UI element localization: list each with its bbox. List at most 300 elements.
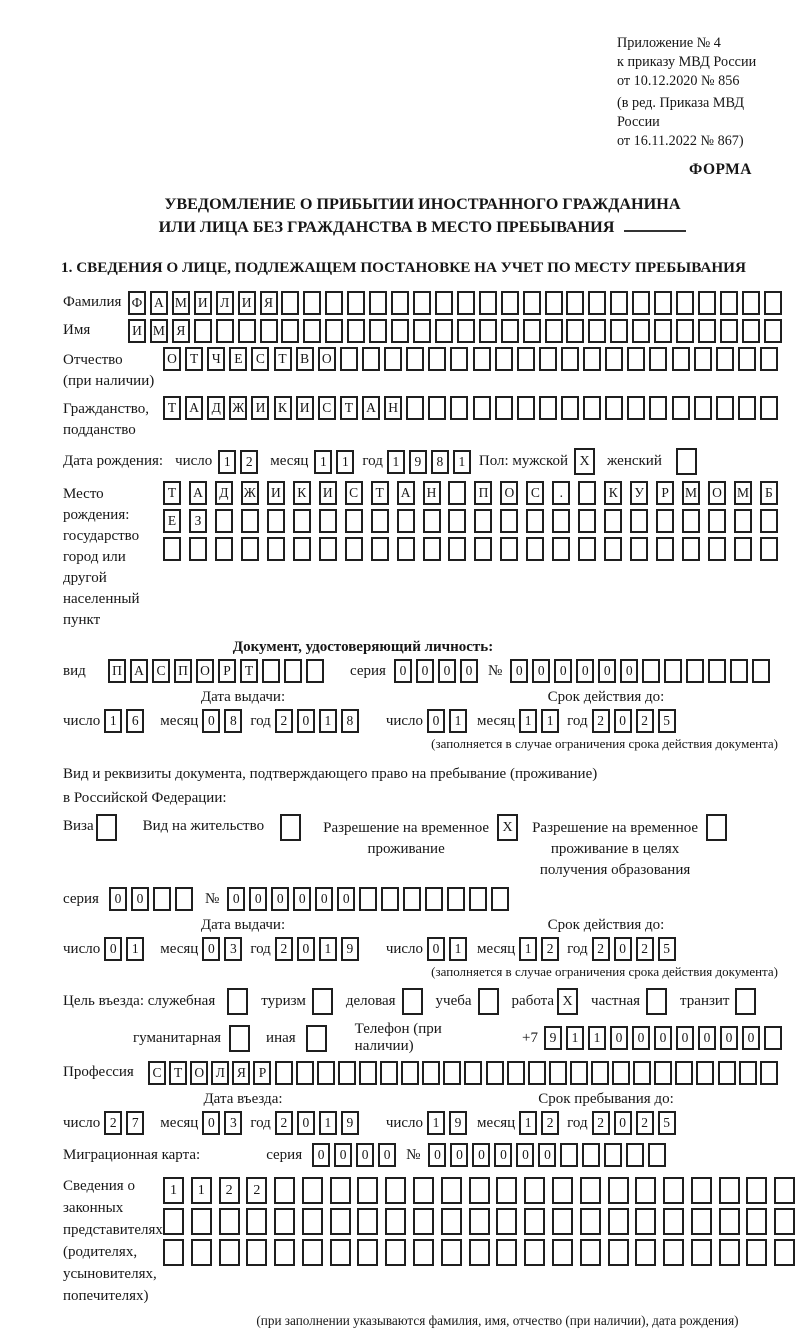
form-cell[interactable] — [698, 319, 716, 343]
form-cell[interactable] — [274, 1239, 295, 1266]
form-cell[interactable] — [682, 509, 700, 533]
form-cell[interactable] — [578, 509, 596, 533]
form-cell[interactable] — [330, 1177, 351, 1204]
form-cell[interactable] — [345, 537, 363, 561]
form-cell[interactable] — [635, 1239, 656, 1266]
form-cell[interactable] — [402, 988, 423, 1015]
form-cell[interactable] — [501, 319, 519, 343]
form-cell[interactable] — [526, 509, 544, 533]
form-cell[interactable] — [642, 659, 660, 683]
form-cell[interactable] — [561, 396, 579, 420]
form-cell[interactable] — [646, 988, 667, 1015]
form-cell[interactable] — [274, 1177, 295, 1204]
form-cell[interactable]: 0 — [109, 887, 127, 911]
form-cell[interactable] — [238, 319, 256, 343]
form-cell[interactable] — [654, 1061, 672, 1085]
form-cell[interactable] — [422, 1061, 440, 1085]
form-cell[interactable]: 5 — [658, 937, 676, 961]
form-cell[interactable] — [347, 291, 365, 315]
form-cell[interactable]: 0 — [510, 659, 528, 683]
form-cell[interactable]: С — [148, 1061, 166, 1085]
form-cell[interactable]: Т — [240, 659, 258, 683]
form-cell[interactable]: 0 — [337, 887, 355, 911]
form-cell[interactable] — [413, 1239, 434, 1266]
form-cell[interactable]: 1 — [314, 450, 332, 474]
form-cell[interactable] — [281, 291, 299, 315]
form-cell[interactable]: К — [293, 481, 311, 505]
form-cell[interactable]: 2 — [592, 1111, 610, 1135]
form-cell[interactable] — [507, 1061, 525, 1085]
form-cell[interactable] — [425, 887, 443, 911]
form-cell[interactable] — [764, 291, 782, 315]
form-cell[interactable]: 2 — [592, 709, 610, 733]
form-cell[interactable]: Е — [229, 347, 247, 371]
form-cell[interactable] — [215, 509, 233, 533]
form-cell[interactable]: 0 — [427, 709, 445, 733]
form-cell[interactable] — [604, 537, 622, 561]
form-cell[interactable]: В — [296, 347, 314, 371]
form-cell[interactable]: 0 — [312, 1143, 330, 1167]
form-cell[interactable]: 0 — [614, 709, 632, 733]
form-cell[interactable]: С — [345, 481, 363, 505]
form-cell[interactable] — [448, 481, 466, 505]
form-cell[interactable] — [591, 1061, 609, 1085]
form-cell[interactable]: 0 — [632, 1026, 650, 1050]
form-cell[interactable]: С — [251, 347, 269, 371]
form-cell[interactable] — [406, 347, 424, 371]
form-cell[interactable]: 0 — [516, 1143, 534, 1167]
form-cell[interactable] — [735, 988, 756, 1015]
form-cell[interactable]: 1 — [453, 450, 471, 474]
form-cell[interactable] — [330, 1208, 351, 1235]
form-cell[interactable]: А — [185, 396, 203, 420]
form-cell[interactable]: О — [190, 1061, 208, 1085]
form-cell[interactable] — [441, 1239, 462, 1266]
form-cell[interactable]: 0 — [450, 1143, 468, 1167]
form-cell[interactable] — [676, 291, 694, 315]
form-cell[interactable] — [340, 347, 358, 371]
form-cell[interactable] — [384, 347, 402, 371]
form-cell[interactable] — [423, 537, 441, 561]
form-cell[interactable] — [500, 537, 518, 561]
form-cell[interactable] — [486, 1061, 504, 1085]
form-cell[interactable] — [760, 1061, 778, 1085]
form-cell[interactable]: Т — [163, 481, 181, 505]
form-cell[interactable]: Т — [371, 481, 389, 505]
form-cell[interactable]: 0 — [494, 1143, 512, 1167]
form-cell[interactable]: 1 — [319, 709, 337, 733]
form-cell[interactable] — [566, 291, 584, 315]
form-cell[interactable]: 1 — [519, 709, 537, 733]
form-cell[interactable] — [302, 1239, 323, 1266]
form-cell[interactable] — [229, 1025, 250, 1052]
form-cell[interactable]: 1 — [541, 709, 559, 733]
form-cell[interactable]: 0 — [427, 937, 445, 961]
form-cell[interactable] — [215, 537, 233, 561]
form-cell[interactable]: У — [630, 481, 648, 505]
form-cell[interactable] — [478, 988, 499, 1015]
form-cell[interactable] — [496, 1177, 517, 1204]
form-cell[interactable]: 0 — [614, 1111, 632, 1135]
form-cell[interactable] — [401, 1061, 419, 1085]
form-cell[interactable]: 0 — [532, 659, 550, 683]
form-cell[interactable] — [163, 537, 181, 561]
form-cell[interactable] — [774, 1239, 795, 1266]
form-cell[interactable] — [371, 509, 389, 533]
form-cell[interactable] — [262, 659, 280, 683]
form-cell[interactable] — [604, 1143, 622, 1167]
form-cell[interactable] — [469, 1177, 490, 1204]
form-cell[interactable]: Л — [216, 291, 234, 315]
form-cell[interactable] — [391, 291, 409, 315]
form-cell[interactable] — [450, 396, 468, 420]
form-cell[interactable] — [474, 509, 492, 533]
form-cell[interactable] — [194, 319, 212, 343]
form-cell[interactable]: О — [163, 347, 181, 371]
form-cell[interactable] — [267, 537, 285, 561]
form-cell[interactable] — [742, 291, 760, 315]
form-cell[interactable] — [539, 347, 557, 371]
form-cell[interactable] — [479, 291, 497, 315]
form-cell[interactable]: Р — [656, 481, 674, 505]
form-cell[interactable] — [347, 319, 365, 343]
form-cell[interactable] — [479, 319, 497, 343]
form-cell[interactable]: Р — [253, 1061, 271, 1085]
form-cell[interactable] — [694, 396, 712, 420]
form-cell[interactable]: 1 — [163, 1177, 184, 1204]
form-cell[interactable] — [524, 1177, 545, 1204]
form-cell[interactable]: Л — [211, 1061, 229, 1085]
form-cell[interactable]: И — [238, 291, 256, 315]
form-cell[interactable]: К — [274, 396, 292, 420]
form-cell[interactable]: Р — [218, 659, 236, 683]
form-cell[interactable]: Ч — [207, 347, 225, 371]
form-cell[interactable] — [627, 347, 645, 371]
form-cell[interactable] — [357, 1208, 378, 1235]
form-cell[interactable] — [469, 887, 487, 911]
form-cell[interactable]: 2 — [219, 1177, 240, 1204]
form-cell[interactable] — [686, 659, 704, 683]
form-cell[interactable] — [219, 1208, 240, 1235]
form-cell[interactable]: 9 — [409, 450, 427, 474]
form-cell[interactable] — [552, 537, 570, 561]
form-cell[interactable] — [357, 1239, 378, 1266]
form-cell[interactable] — [447, 887, 465, 911]
form-cell[interactable] — [708, 537, 726, 561]
form-cell[interactable] — [496, 1239, 517, 1266]
form-cell[interactable] — [664, 659, 682, 683]
form-cell[interactable]: 0 — [104, 937, 122, 961]
form-cell[interactable]: С — [318, 396, 336, 420]
form-cell[interactable]: 1 — [319, 937, 337, 961]
form-cell[interactable]: И — [128, 319, 146, 343]
form-cell[interactable]: 0 — [131, 887, 149, 911]
form-cell[interactable]: 0 — [742, 1026, 760, 1050]
form-cell[interactable]: А — [150, 291, 168, 315]
form-cell[interactable] — [648, 1143, 666, 1167]
form-cell[interactable]: И — [267, 481, 285, 505]
form-cell[interactable] — [473, 396, 491, 420]
form-cell[interactable] — [578, 481, 596, 505]
form-cell[interactable] — [656, 537, 674, 561]
form-cell[interactable] — [764, 319, 782, 343]
form-cell[interactable] — [608, 1177, 629, 1204]
form-cell[interactable]: 5 — [658, 709, 676, 733]
form-cell[interactable]: 0 — [554, 659, 572, 683]
form-cell[interactable] — [163, 1239, 184, 1266]
form-cell[interactable]: 1 — [387, 450, 405, 474]
form-cell[interactable]: 1 — [104, 709, 122, 733]
form-cell[interactable] — [552, 1177, 573, 1204]
form-cell[interactable]: 0 — [416, 659, 434, 683]
form-cell[interactable] — [708, 509, 726, 533]
form-cell[interactable]: 0 — [676, 1026, 694, 1050]
form-cell[interactable] — [371, 537, 389, 561]
form-cell[interactable] — [469, 1239, 490, 1266]
form-cell[interactable] — [423, 509, 441, 533]
form-cell[interactable]: 0 — [293, 887, 311, 911]
form-cell[interactable]: 3 — [224, 937, 242, 961]
form-cell[interactable] — [539, 396, 557, 420]
form-cell[interactable] — [605, 396, 623, 420]
form-cell[interactable]: 2 — [104, 1111, 122, 1135]
form-cell[interactable]: 2 — [275, 709, 293, 733]
form-cell[interactable]: 0 — [315, 887, 333, 911]
form-cell[interactable] — [738, 396, 756, 420]
form-cell[interactable] — [675, 1061, 693, 1085]
form-cell[interactable] — [435, 319, 453, 343]
form-cell[interactable] — [676, 319, 694, 343]
form-cell[interactable]: Н — [423, 481, 441, 505]
form-cell[interactable] — [582, 1143, 600, 1167]
form-cell[interactable]: А — [397, 481, 415, 505]
form-cell[interactable] — [302, 1208, 323, 1235]
form-cell[interactable] — [545, 291, 563, 315]
form-cell[interactable] — [570, 1061, 588, 1085]
form-cell[interactable] — [730, 659, 748, 683]
form-cell[interactable] — [491, 887, 509, 911]
form-cell[interactable] — [720, 319, 738, 343]
form-cell[interactable]: 0 — [356, 1143, 374, 1167]
form-cell[interactable] — [496, 1208, 517, 1235]
form-cell[interactable]: А — [130, 659, 148, 683]
form-cell[interactable]: 5 — [658, 1111, 676, 1135]
form-cell[interactable]: 0 — [610, 1026, 628, 1050]
form-cell[interactable] — [764, 1026, 782, 1050]
form-cell[interactable] — [760, 509, 778, 533]
form-cell[interactable]: Ф — [128, 291, 146, 315]
form-cell[interactable]: 1 — [519, 937, 537, 961]
form-cell[interactable] — [391, 319, 409, 343]
form-cell[interactable] — [397, 537, 415, 561]
form-cell[interactable] — [588, 291, 606, 315]
form-cell[interactable] — [413, 1208, 434, 1235]
form-cell[interactable]: 7 — [126, 1111, 144, 1135]
form-cell[interactable] — [626, 1143, 644, 1167]
form-cell[interactable] — [413, 319, 431, 343]
form-cell[interactable]: 0 — [334, 1143, 352, 1167]
form-cell[interactable]: 1 — [519, 1111, 537, 1135]
form-cell[interactable] — [175, 887, 193, 911]
form-cell[interactable]: 0 — [620, 659, 638, 683]
form-cell[interactable]: Т — [340, 396, 358, 420]
form-cell[interactable]: Т — [169, 1061, 187, 1085]
form-cell[interactable]: 2 — [636, 937, 654, 961]
form-cell[interactable]: Я — [260, 291, 278, 315]
form-cell[interactable] — [303, 319, 321, 343]
form-cell[interactable]: С — [526, 481, 544, 505]
form-cell[interactable] — [719, 1239, 740, 1266]
form-cell[interactable] — [691, 1239, 712, 1266]
form-cell[interactable]: 1 — [126, 937, 144, 961]
form-cell[interactable] — [441, 1177, 462, 1204]
form-cell[interactable] — [656, 509, 674, 533]
form-cell[interactable] — [495, 347, 513, 371]
form-cell[interactable] — [524, 1239, 545, 1266]
form-cell[interactable] — [649, 347, 667, 371]
form-cell[interactable]: 0 — [249, 887, 267, 911]
form-cell[interactable] — [303, 291, 321, 315]
form-cell[interactable]: А — [362, 396, 380, 420]
form-cell[interactable] — [191, 1208, 212, 1235]
form-cell[interactable] — [774, 1208, 795, 1235]
form-cell[interactable]: 0 — [720, 1026, 738, 1050]
form-cell[interactable] — [312, 988, 333, 1015]
form-cell[interactable] — [428, 347, 446, 371]
form-cell[interactable] — [608, 1208, 629, 1235]
form-cell[interactable] — [500, 509, 518, 533]
form-cell[interactable]: 8 — [341, 709, 359, 733]
form-cell[interactable] — [760, 347, 778, 371]
form-cell[interactable]: 3 — [224, 1111, 242, 1135]
form-cell[interactable]: С — [152, 659, 170, 683]
form-cell[interactable] — [691, 1208, 712, 1235]
form-cell[interactable]: 0 — [428, 1143, 446, 1167]
form-cell[interactable]: Н — [384, 396, 402, 420]
form-cell[interactable] — [552, 1208, 573, 1235]
form-cell[interactable] — [246, 1239, 267, 1266]
form-cell[interactable] — [385, 1177, 406, 1204]
form-cell[interactable] — [385, 1239, 406, 1266]
form-cell[interactable] — [448, 537, 466, 561]
form-cell[interactable] — [708, 659, 726, 683]
form-cell[interactable] — [362, 347, 380, 371]
form-cell[interactable] — [441, 1208, 462, 1235]
form-cell[interactable] — [739, 1061, 757, 1085]
form-cell[interactable]: 9 — [341, 1111, 359, 1135]
form-cell[interactable] — [608, 1239, 629, 1266]
form-cell[interactable] — [633, 1061, 651, 1085]
form-cell[interactable] — [359, 887, 377, 911]
form-cell[interactable] — [682, 537, 700, 561]
form-cell[interactable]: Т — [163, 396, 181, 420]
form-cell[interactable] — [428, 396, 446, 420]
form-cell[interactable] — [495, 396, 513, 420]
form-cell[interactable]: 0 — [472, 1143, 490, 1167]
form-cell[interactable]: 0 — [297, 937, 315, 961]
form-cell[interactable] — [719, 1177, 740, 1204]
form-cell[interactable]: X — [574, 448, 595, 475]
form-cell[interactable]: М — [150, 319, 168, 343]
form-cell[interactable] — [635, 1177, 656, 1204]
form-cell[interactable]: 9 — [341, 937, 359, 961]
form-cell[interactable] — [216, 319, 234, 343]
form-cell[interactable]: 0 — [576, 659, 594, 683]
form-cell[interactable] — [227, 988, 248, 1015]
form-cell[interactable]: 0 — [598, 659, 616, 683]
form-cell[interactable] — [649, 396, 667, 420]
form-cell[interactable]: А — [189, 481, 207, 505]
form-cell[interactable] — [448, 509, 466, 533]
form-cell[interactable] — [580, 1239, 601, 1266]
form-cell[interactable] — [306, 1025, 327, 1052]
form-cell[interactable] — [663, 1177, 684, 1204]
form-cell[interactable] — [319, 509, 337, 533]
form-cell[interactable] — [325, 319, 343, 343]
form-cell[interactable] — [610, 319, 628, 343]
form-cell[interactable]: X — [557, 988, 578, 1015]
form-cell[interactable] — [517, 396, 535, 420]
form-cell[interactable]: 1 — [218, 450, 236, 474]
form-cell[interactable] — [369, 291, 387, 315]
form-cell[interactable] — [716, 347, 734, 371]
form-cell[interactable] — [413, 291, 431, 315]
form-cell[interactable]: 0 — [654, 1026, 672, 1050]
form-cell[interactable]: Т — [274, 347, 292, 371]
form-cell[interactable] — [381, 887, 399, 911]
form-cell[interactable] — [635, 1208, 656, 1235]
form-cell[interactable] — [528, 1061, 546, 1085]
form-cell[interactable] — [760, 537, 778, 561]
form-cell[interactable]: Д — [215, 481, 233, 505]
form-cell[interactable] — [524, 1208, 545, 1235]
form-cell[interactable] — [369, 319, 387, 343]
form-cell[interactable] — [560, 1143, 578, 1167]
form-cell[interactable]: О — [196, 659, 214, 683]
form-cell[interactable] — [752, 659, 770, 683]
form-cell[interactable] — [464, 1061, 482, 1085]
form-cell[interactable] — [720, 291, 738, 315]
form-cell[interactable] — [604, 509, 622, 533]
form-cell[interactable] — [306, 659, 324, 683]
form-cell[interactable] — [359, 1061, 377, 1085]
form-cell[interactable]: 0 — [394, 659, 412, 683]
form-cell[interactable]: 6 — [126, 709, 144, 733]
form-cell[interactable] — [281, 319, 299, 343]
form-cell[interactable]: И — [296, 396, 314, 420]
form-cell[interactable] — [654, 291, 672, 315]
form-cell[interactable] — [694, 347, 712, 371]
form-cell[interactable] — [474, 537, 492, 561]
form-cell[interactable]: 0 — [202, 1111, 220, 1135]
form-cell[interactable] — [96, 814, 117, 841]
form-cell[interactable] — [380, 1061, 398, 1085]
form-cell[interactable] — [397, 509, 415, 533]
form-cell[interactable]: Я — [172, 319, 190, 343]
form-cell[interactable]: Б — [760, 481, 778, 505]
form-cell[interactable]: И — [194, 291, 212, 315]
form-cell[interactable]: М — [682, 481, 700, 505]
form-cell[interactable] — [517, 347, 535, 371]
form-cell[interactable] — [275, 1061, 293, 1085]
form-cell[interactable] — [357, 1177, 378, 1204]
form-cell[interactable]: Ж — [229, 396, 247, 420]
form-cell[interactable]: 2 — [636, 1111, 654, 1135]
form-cell[interactable]: О — [708, 481, 726, 505]
form-cell[interactable]: 0 — [227, 887, 245, 911]
form-cell[interactable] — [580, 1208, 601, 1235]
form-cell[interactable] — [632, 319, 650, 343]
